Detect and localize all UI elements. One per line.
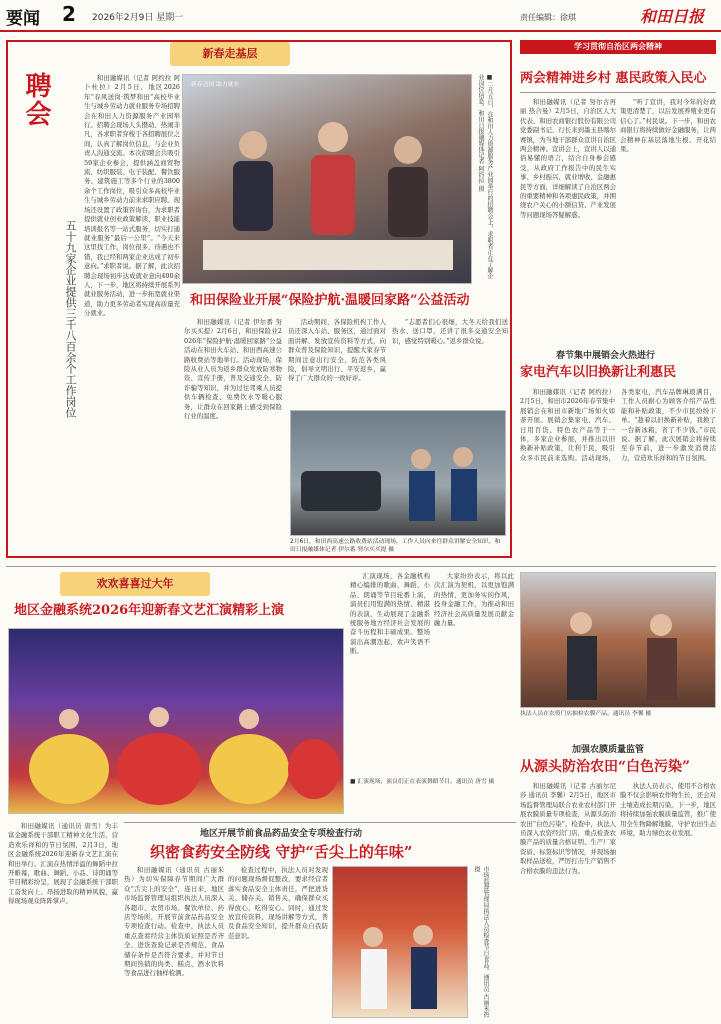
feature-subtitle — [62, 220, 78, 480]
food-kicker: 地区开展节前食品药品安全专项检查行动 — [200, 829, 363, 839]
feature-headline-text: 聘会 — [21, 72, 51, 128]
inspectors-scene-icon — [333, 867, 468, 1018]
right-headline-2: 家电汽车以旧换新让利惠民 — [520, 365, 677, 380]
job-fair-photo-label: 新春送岗 助力就业 — [191, 82, 240, 88]
pollution-body-2: 执法人员表示，使用不合格农膜不仅会影响农作物生长，还会对土壤造成长期污染。下一步，地区将持续加强农膜质量监管，推广使用全生物降解地膜，守护农田生态环境，助力绿色农业发展。 — [620, 782, 716, 838]
section-divider — [6, 566, 716, 567]
issue-date: 2026年2月9日 星期一 — [92, 13, 184, 23]
insurance-photo — [290, 410, 506, 536]
right-body-1: 和田融媒讯（记者 努尔古再丽 热合曼）2月5日，自治区人大代表、和田农商银行股份有限公司党委副书记、行长来到墨玉县喀尔赛镇，为当地干部群众宣讲自治区两会精神。宣讲会上，宣讲人以通俗易懂的语言，结合自身参会感受，从政府工作报告中的民生实事、乡村振兴、就业增收、金融惠民等方面，详细解读了自治区两会的重要精神和各项惠民政策，并围绕农户关心的小额信贷、产业发展等问题现场答疑解惑。 — [520, 98, 616, 219]
art-headline: 地区金融系统2026年迎新春文艺汇演精彩上演 — [14, 603, 285, 618]
food-top-rule — [124, 822, 516, 823]
art-body-1: 和田融媒讯（通讯员 唐雪）为丰富金融系统干部职工精神文化生活，营造欢乐祥和的节日氛围，2月3日，地区金融系统2026年迎新春文艺汇演在和田举行。汇演在热情洋溢的舞蹈中拉开帷幕，歌曲、舞蹈、小品、诗朗诵等节目精彩纷呈，展现了金融系统干部职工奋发向上、昂扬进取的精神风貌，赢得现场观众阵阵掌声。 — [8, 822, 118, 906]
pollution-kicker: 加强农膜质量监管 — [572, 745, 645, 755]
pollution-photo-caption: 执法人员在农资门店抽检农膜产品。通讯员 李馨 摄 — [520, 711, 652, 717]
dancers-scene-icon — [9, 629, 344, 814]
insurance-photo-caption: 2月6日，和田西高速公路收费站活动现场，工作人员向来往群众讲解安全知识。和田日报融媒体记者 伊尔番 努尔买买提 摄 — [290, 539, 501, 553]
insurance-body-2: 活动期间，各保险机构工作人员还深入车站、服务区，通过面对面讲解、发放宣传资料等方式，向群众普及保险知识，提醒大家春节期间注意出行安全、防范各类风险，倡导文明出行、平安返乡，赢得了广大群众的一致好评。 — [288, 318, 386, 383]
food-headline: 织密食药安全防线 守护“舌尖上的年味” — [150, 843, 413, 861]
feature-headline — [18, 72, 58, 552]
insurance-headline: 和田保险业开展“保险护航·温暖回家路”公益活动 — [190, 293, 470, 308]
food-side-caption-text: 市场监督管理局执法人员检查节日食品。通讯员 古丽米热 摄 — [473, 866, 489, 1018]
food-body-2: 检查过程中，执法人员对发现的问题现场督促整改，要求经营者落实食品安全主体责任，严把进货关、储存关、销售关，确保群众买得放心、吃得安心。同时，通过发放宣传资料、现场讲解等方式，普及食品安全知识，提升群众自我防范意识。 — [228, 866, 328, 940]
right-headline: 两会精神进乡村 惠民政策入民心 — [520, 71, 707, 86]
highway-toll-scene-icon — [291, 411, 506, 536]
right-body-2: “听了宣讲，我对今年的好政策更清楚了，以后发展养殖业更有信心了。”村民说。下一步，和田农商银行将持续做好金融服务，让两会精神在基层落地生根、开花结果。 — [620, 98, 716, 154]
shop-inspection-scene-icon — [521, 573, 716, 708]
insurance-body-1: 和田融媒讯（记者 伊尔番 努尔买买提）2月6日，和田保险业2026年“保险护航·温暖回家路”公益活动在和田火车站、和田西高速公路收费站等地举行。活动现场，保险从业人员为返乡群众发放防寒物资、宣传手册，普及交通安全、防诈骗等知识，并为过往驾乘人员提供车辆检查、免费饮水等暖心服务，让群众在回家路上感受到保险行业的温度。 — [184, 318, 282, 421]
art-photo — [8, 628, 344, 814]
page-number: 2 — [62, 2, 76, 26]
art-tag: 欢欢喜喜过大年 — [60, 572, 210, 596]
right-body-3: 和田融媒讯（记者 阿约拉）2月5日，和田市2026年春节集中展销会在和田市新地广场如火如荼开展。展销会集家电、汽车、日用百货、特色农产品等于一体，多家企业参展，并推出以旧换新补贴政策，让利于民，吸引众多市民前来选购。活动现场，各类家电、汽车品牌琳琅满目，工作人员耐心为顾客介绍产品性能和补贴政策，不少市民纷纷下单。“趁着以旧换新补贴，我换了一台新冰箱，省了不少钱。”市民说。据了解，此次展销会将持续至春节前，进一步激发消费活力，营造欢乐祥和的节日氛围。 — [520, 388, 716, 462]
pollution-body-1: 和田融媒讯（记者 古丽尔尼莎 通讯员 李馨）2月5日，地区市场监督管理局联合农业农村部门开展农膜质量专项检查，从源头防治农田“白色污染”。检查中，执法人员深入农资经营门店，重点检查农膜产品的质量合格证明、生产厂家资质、标签标识等情况，并现场抽取样品送检，严厉打击生产销售不合格农膜的违法行为。 — [520, 782, 616, 875]
feature-tag: 新春走基层 — [170, 42, 290, 66]
right-sub-banner: 春节集中展销会火热进行 — [556, 351, 656, 361]
food-body-1: 和田融媒讯（通讯员 古丽米热）为切实保障春节期间广大群众“舌尖上的安全”，连日来，地区市场监督管理局组织执法人员深入各超市、农贸市场、餐饮单位、药店等场所，开展节前食品药品安全专项检查行动。检查中，执法人员重点查看经营主体资质证照是否齐全、进货查验记录是否规范、食品储存条件是否符合要求，并对节日期间热销的肉类、糕点、酒水饮料等食品进行抽样检测。 — [124, 866, 224, 978]
job-fair-side-caption — [476, 74, 508, 284]
job-fair-people-icon — [183, 75, 472, 284]
insurance-body-3: “志愿者们心很细，大冬天给我们送热水、送口罩，还讲了很多交通安全知识，感觉特别暖心。”返乡群众说。 — [392, 318, 508, 345]
section-name: 要闻 — [6, 9, 40, 29]
newspaper-logo: 和田日报 — [640, 7, 705, 26]
masthead — [0, 0, 721, 32]
feature-body: 和田融媒讯（记者 阿约拉 阿卜杜拉）2月5日，地区2026年“春风送岗·筑梦和田”高校毕业生与城乡劳动力就业服务专场招聘会在和田人力资源服务产业园举行。招聘会现场人头攒动、热闹非凡，各求职者穿梭于各招聘展位之间，认真了解岗位信息，与企业负责人沟通交流。本次招聘会共吸引59家企业参会，提供涵盖商贸物流、纺织服装、电子装配、餐饮服务、建筑施工等多个行业的3800余个工作岗位，吸引众多高校毕业生与城乡劳动力前来求职应聘。现场还设置了政策咨询台，为求职者提供就业创业政策解读、职业技能培训报名等一站式服务，切实打通就业服务“最后一公里”。“今天来这里找工作，岗位很多，待遇也不错，我已经和两家企业达成了初步意向。”求职者说。据了解，此次招聘会现场初步达成就业意向400余人，下一步，地区将持续开展系列就业服务活动，进一步拓宽就业渠道，助力更多劳动者实现高质量充分就业。 — [84, 74, 180, 318]
art-body-3: 大家纷纷表示，将以此次汇演为契机，以更加饱满的热情、更加务实的作风，投身金融工作，为推动和田经济社会高质量发展贡献金融力量。 — [434, 572, 514, 628]
food-photo — [332, 866, 468, 1018]
art-photo-caption: ■ 汇演现场，演员们正在表演舞蹈节目。通讯员 唐雪 摄 — [350, 779, 495, 785]
right-headline-rule — [520, 92, 716, 93]
pollution-photo — [520, 572, 716, 708]
feature-subtitle-text: 五十九家企业提供三千八百余个工作岗位 — [64, 220, 77, 418]
editor-credit: 责任编辑：徐琪 — [520, 13, 576, 22]
food-side-caption — [472, 866, 512, 1018]
art-body-2: 汇演现场，各金融机构精心编排的歌曲、舞蹈、小品、朗诵等节目轮番上演，演员们用饱满的热情、精湛的表演，生动展现了金融系统服务地方经济社会发展的奋斗历程和丰硕成果。整场演出高潮迭起，欢声笑语不断。 — [350, 572, 430, 656]
pollution-headline: 从源头防治农田“白色污染” — [520, 759, 691, 775]
right-banner: 学习贯彻自治区两会精神 — [520, 40, 716, 54]
job-fair-side-caption-text: ■二月五日，在和田人力资源服务产业园举行的招聘会上，求职者正在了解企业岗位信息。和田日报融媒体记者 阿约拉 摄 — [477, 74, 493, 279]
job-fair-photo — [182, 74, 472, 284]
